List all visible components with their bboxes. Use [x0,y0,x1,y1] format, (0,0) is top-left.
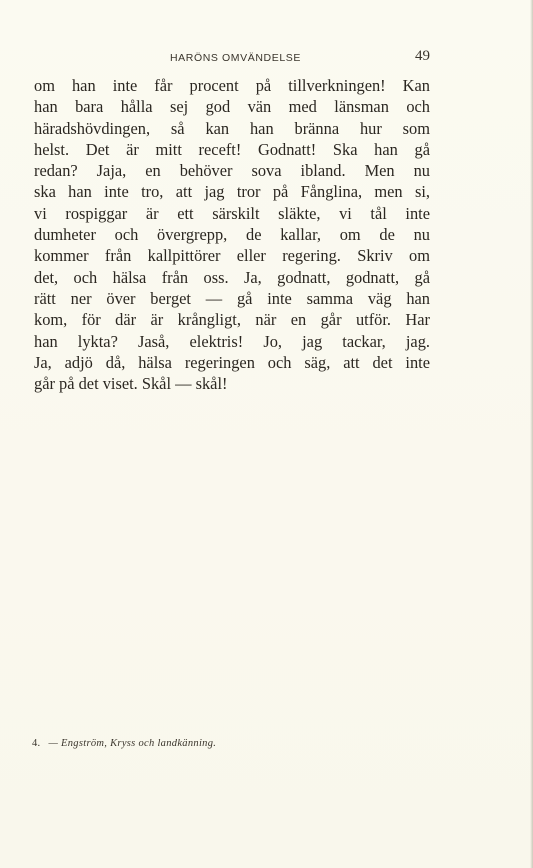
text-line: kommer från kallpittörer eller regering. Skriv om [34,246,430,266]
text-line: vi rospiggar är ett särskilt släkte, vi tål inte [34,203,430,223]
text-line: han lykta? Jaså, elektris! Jo, jag tackar, jag. [34,331,430,351]
text-line: Ja, adjö då, hälsa regeringen och säg, att det inte [34,352,430,372]
text-line: kom, för där är krångligt, när en går utför. Har [34,310,430,330]
body-text [34,75,430,394]
running-title: HARÖNS OMVÄNDELSE [170,52,301,64]
text-line: han bara hålla sej god vän med länsman och [34,97,430,117]
page-header [34,48,430,68]
signature-mark: 4. [32,738,41,749]
text-line: helst. Det är mitt receft! Godnatt! Ska han gå [34,139,430,159]
page-number: 49 [415,48,430,64]
page-footer [32,738,216,749]
source-reference: — Engström, Kryss och landkänning. [48,738,217,749]
text-line: går på det viset. Skål — skål! [34,374,228,394]
text-line: redan? Jaja, en behöver sova ibland. Men nu [34,161,430,181]
text-line: ska han inte tro, att jag tror på Fånglina, men si, [34,182,430,202]
text-line: det, och hälsa från oss. Ja, godnatt, godnatt, gå [34,267,430,287]
text-line: om han inte får procent på tillverkningen! Kan [34,76,430,95]
text-line: rätt ner över berget — gå inte samma väg han [34,288,430,308]
text-line: dumheter och övergrepp, de kallar, om de nu [34,225,430,245]
text-line: häradshövdingen, så kan han bränna hur som [34,118,430,138]
